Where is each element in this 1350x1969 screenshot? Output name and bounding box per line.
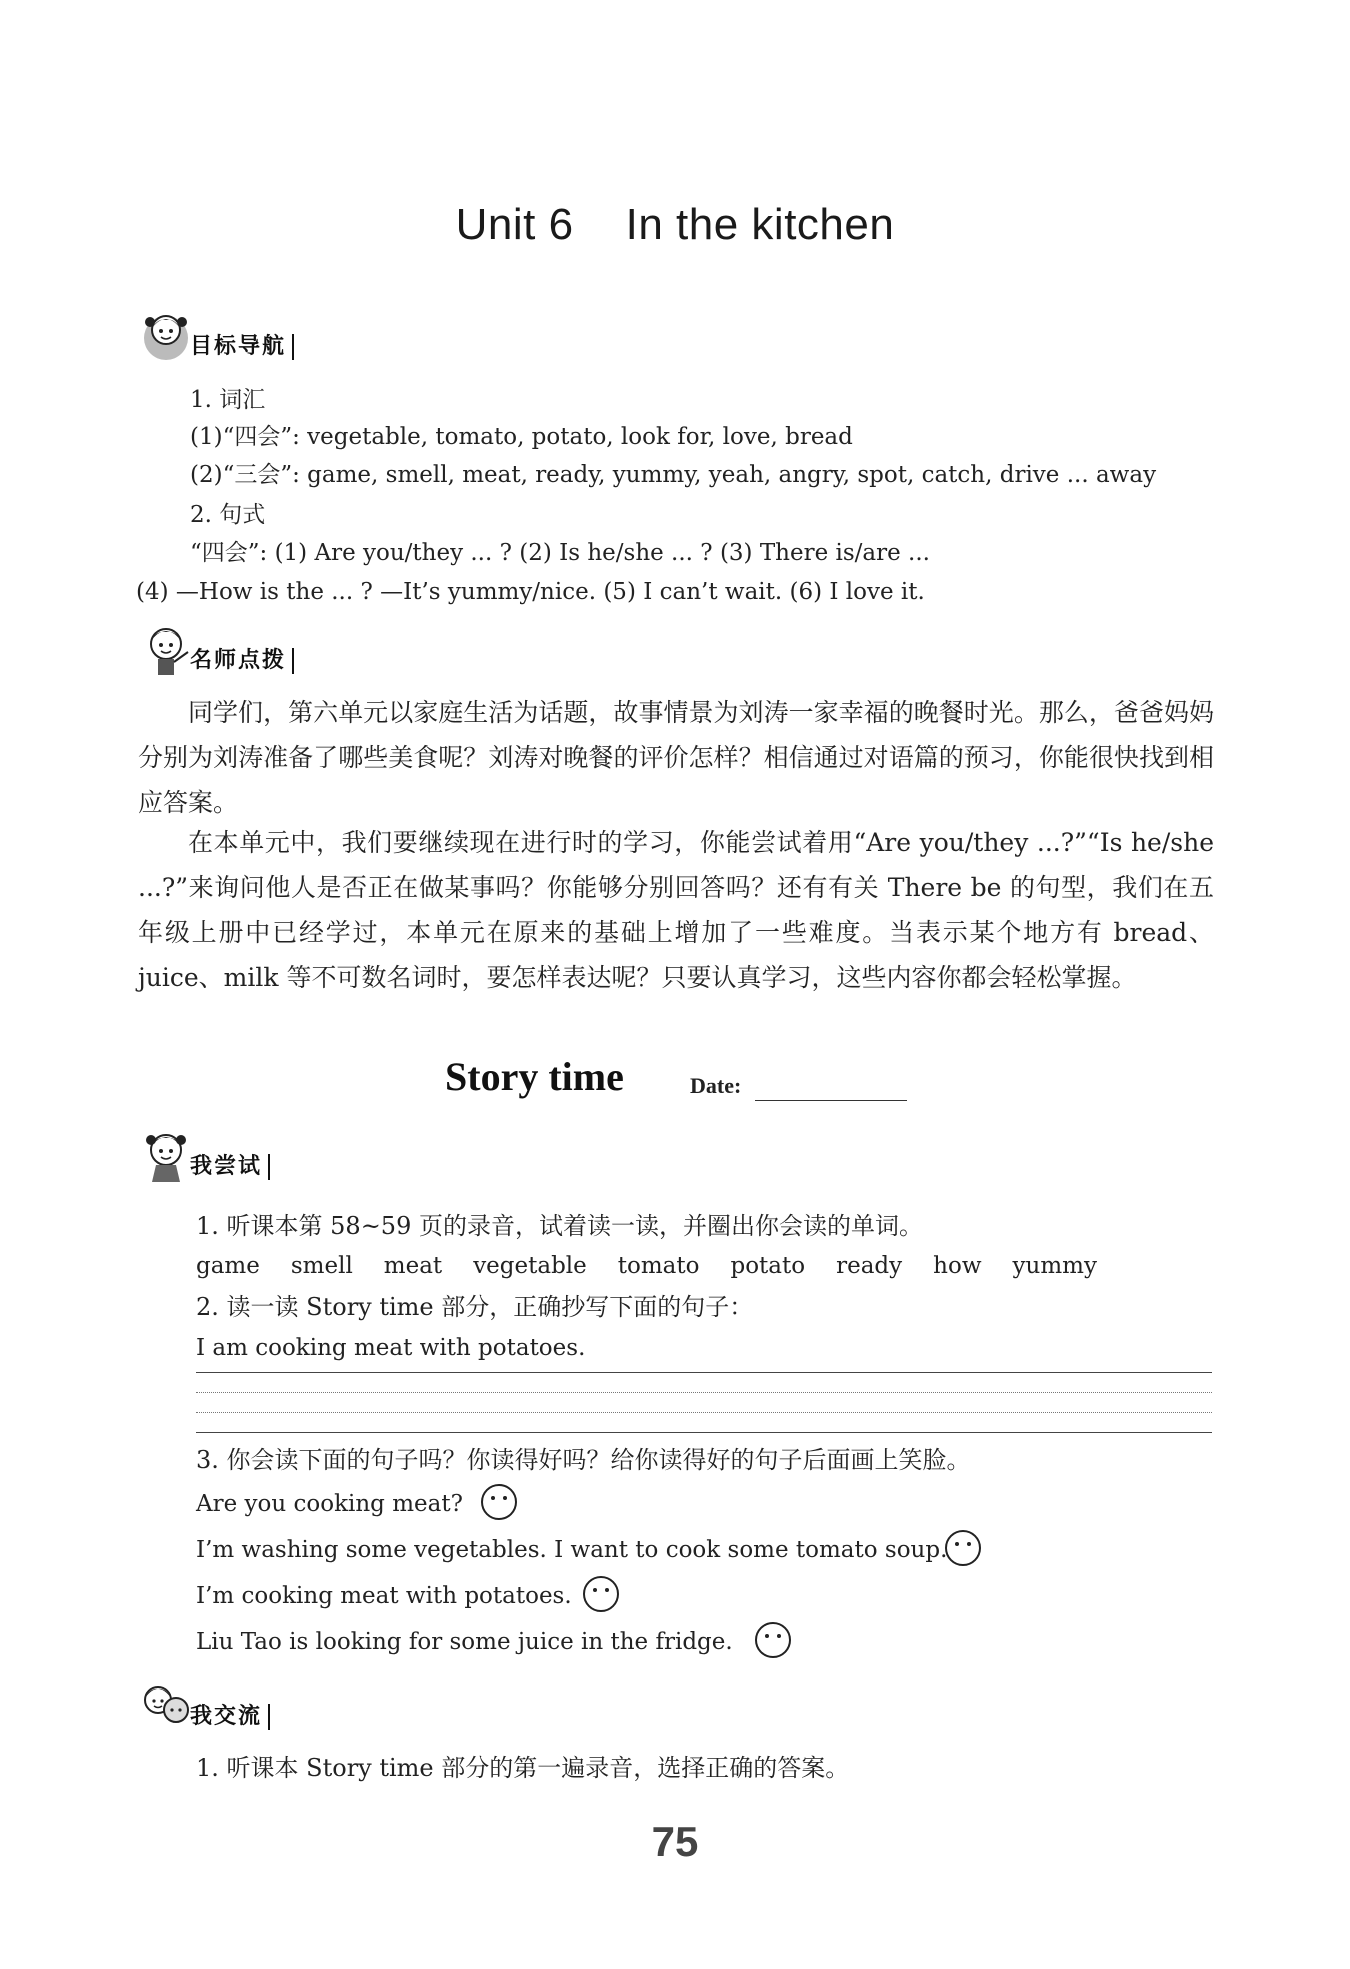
word-item[interactable]: game (196, 1253, 260, 1279)
unit-name: In the kitchen (625, 200, 895, 249)
section-label: 我交流 (190, 1704, 270, 1730)
girl-mascot-icon (138, 308, 194, 364)
smiley-face-icon[interactable] (944, 1529, 982, 1567)
section-tips-header (138, 622, 398, 684)
sentence-heading: 2. 句式 (190, 502, 266, 528)
kids-mascot-icon (138, 1678, 194, 1734)
page-number: 75 (651, 1818, 699, 1865)
vocab-three-skills: (2)“三会”: game, smell, meat, ready, yummy, yeah, angry, spot, catch, drive ... away (190, 462, 1157, 488)
smiley-face-icon[interactable] (582, 1575, 620, 1613)
read-sentence: I’m washing some vegetables. I want to cook some tomato soup. (196, 1537, 948, 1563)
section-goals-header (138, 308, 398, 370)
word-list (196, 1251, 1128, 1281)
story-time-title: Story time (445, 1054, 624, 1099)
sentence-patterns-2: (4) —How is the ... ? —It’s yummy/nice. (5) I can’t wait. (6) I love it. (136, 579, 925, 605)
section-try-header (138, 1128, 398, 1190)
unit-title (0, 200, 1350, 250)
smiley-face-icon[interactable] (480, 1483, 518, 1521)
try-question-2: 2. 读一读 Story time 部分，正确抄写下面的句子： (196, 1293, 754, 1321)
communicate-question-1: 1. 听课本 Story time 部分的第一遍录音，选择正确的答案。 (196, 1754, 850, 1782)
sentence-patterns-1: “四会”: (1) Are you/they ... ? (2) Is he/she ... ? (3) There is/are ... (190, 540, 930, 566)
writing-line-guide (196, 1412, 1212, 1413)
smiley-face-icon[interactable] (754, 1621, 792, 1659)
tips-paragraph-1: 同学们，第六单元以家庭生活为话题，故事情景为刘涛一家幸福的晚餐时光。那么，爸爸妈妈分别为刘涛准备了哪些美食呢？刘涛对晚餐的评价怎样？相信通过对语篇的预习，你能很快找到相应答案。 (138, 698, 1214, 817)
section-label: 目标导航 (190, 334, 294, 360)
tips-paragraph-2: 在本单元中，我们要继续现在进行时的学习，你能尝试着用“Are you/they ...?”“Is he/she ...?”来询问他人是否正在做某事吗？你能够分别回答吗？还有有关 There be 的句型，我们在五年级上册中已经学过，本单元在原来的基础上增加了一些难度。当表示某个地方有 bread、juice、milk 等不可数名词时，要怎样表达呢？只要认真学习，这些内容你都会轻松掌握。 (138, 828, 1214, 992)
word-item[interactable]: potato (730, 1253, 806, 1279)
date-field[interactable] (755, 1100, 907, 1101)
read-sentence: Are you cooking meat? (196, 1491, 463, 1517)
read-sentence: Liu Tao is looking for some juice in the fridge. (196, 1629, 733, 1655)
vocab-heading: 1. 词汇 (190, 387, 266, 413)
unit-number: Unit 6 (455, 200, 574, 249)
word-item[interactable]: smell (290, 1253, 353, 1279)
copy-sentence: I am cooking meat with potatoes. (196, 1335, 586, 1361)
vocab-four-skills: (1)“四会”: vegetable, tomato, potato, look for, love, bread (190, 424, 853, 450)
teacher-mascot-icon (138, 622, 194, 678)
try-question-1: 1. 听课本第 58~59 页的录音，试着读一读，并圈出你会读的单词。 (196, 1212, 923, 1240)
word-item[interactable]: meat (383, 1253, 443, 1279)
word-item[interactable]: ready (836, 1253, 903, 1279)
girl-mascot-icon (138, 1128, 194, 1184)
read-sentence: I’m cooking meat with potatoes. (196, 1583, 572, 1609)
word-item[interactable]: yummy (1012, 1253, 1097, 1279)
writing-line[interactable] (196, 1372, 1212, 1373)
writing-line[interactable] (196, 1432, 1212, 1433)
section-communicate-header (138, 1678, 398, 1740)
date-label: Date: (690, 1073, 742, 1098)
section-label: 我尝试 (190, 1154, 270, 1180)
writing-line-guide (196, 1392, 1212, 1393)
section-label: 名师点拨 (190, 648, 294, 674)
word-item[interactable]: how (933, 1253, 982, 1279)
try-question-3: 3. 你会读下面的句子吗？你读得好吗？给你读得好的句子后面画上笑脸。 (196, 1446, 971, 1474)
word-item[interactable]: tomato (617, 1253, 700, 1279)
word-item[interactable]: vegetable (473, 1253, 587, 1279)
